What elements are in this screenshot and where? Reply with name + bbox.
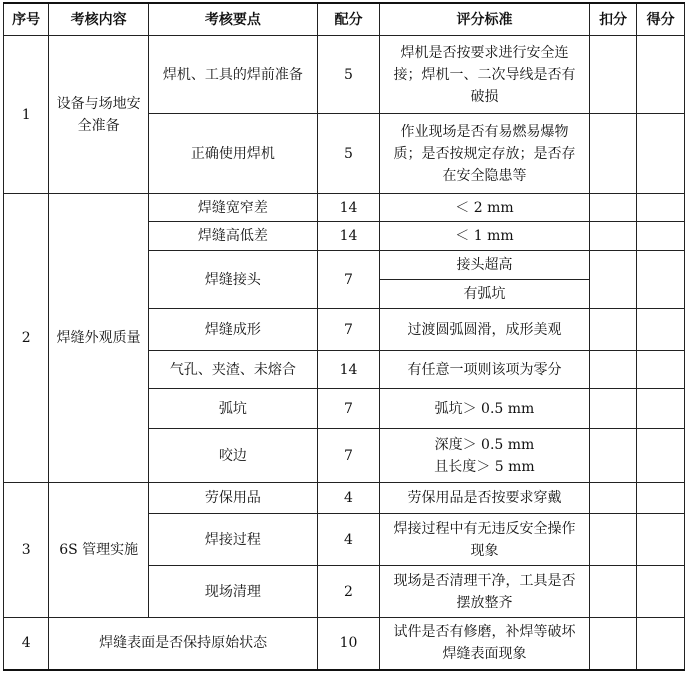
deduct-cell[interactable] <box>589 194 637 222</box>
table-row <box>4 194 685 222</box>
criteria-line: 深度＞ 0.5 mm <box>434 436 535 453</box>
header-criteria: 评分标准 <box>380 3 590 36</box>
score-cell: 10 <box>317 618 379 670</box>
score-cell: 2 <box>317 566 379 618</box>
key-point-cell: 气孔、夹渣、未熔合 <box>149 351 318 389</box>
criteria-cell: 试件是否有修磨，补焊等破坏焊缝表面现象 <box>380 618 590 670</box>
header-row <box>4 3 685 36</box>
score-cell: 5 <box>317 114 379 194</box>
get-cell[interactable] <box>637 36 685 114</box>
get-cell[interactable] <box>637 222 685 251</box>
deduct-cell[interactable] <box>589 483 637 514</box>
criteria-line: 且长度＞ 5 mm <box>434 458 535 475</box>
criteria-cell: 过渡圆弧圆滑，成形美观 <box>380 309 590 351</box>
table-header <box>4 3 685 36</box>
criteria-cell: 有任意一项则该项为零分 <box>380 351 590 389</box>
deduct-cell[interactable] <box>589 618 637 670</box>
score-cell: 14 <box>317 194 379 222</box>
get-cell[interactable] <box>637 114 685 194</box>
key-point-cell: 焊机、工具的焊前准备 <box>149 36 318 114</box>
criteria-cell: ＜ 2 mm <box>380 194 590 222</box>
deduct-cell[interactable] <box>589 351 637 389</box>
table-row <box>4 483 685 514</box>
seq-cell: 1 <box>4 36 49 194</box>
get-cell[interactable] <box>637 514 685 566</box>
score-cell: 7 <box>317 429 379 483</box>
deduct-cell[interactable] <box>589 222 637 251</box>
key-point-cell: 正确使用焊机 <box>149 114 318 194</box>
key-point-cell: 焊缝接头 <box>149 251 318 309</box>
criteria-cell: 有弧坑 <box>380 280 590 309</box>
criteria-cell: ＜ 1 mm <box>380 222 590 251</box>
table-row <box>4 618 685 670</box>
get-cell[interactable] <box>637 483 685 514</box>
score-cell: 7 <box>317 389 379 429</box>
header-key-points: 考核要点 <box>149 3 318 36</box>
header-deduct: 扣分 <box>589 3 637 36</box>
deduct-cell[interactable] <box>589 251 637 309</box>
get-cell[interactable] <box>637 309 685 351</box>
deduct-cell[interactable] <box>589 514 637 566</box>
get-cell[interactable] <box>637 389 685 429</box>
content-cell: 焊缝外观质量 <box>49 194 149 483</box>
score-cell: 4 <box>317 483 379 514</box>
criteria-cell: 作业现场是否有易燃易爆物质；是否按规定存放；是否存在安全隐患等 <box>380 114 590 194</box>
criteria-cell: 焊接过程中有无违反安全操作现象 <box>380 514 590 566</box>
score-cell: 14 <box>317 351 379 389</box>
criteria-cell <box>380 429 590 483</box>
content-cell: 设备与场地安全准备 <box>49 36 149 194</box>
criteria-cell: 现场是否清理干净，工具是否摆放整齐 <box>380 566 590 618</box>
criteria-cell: 弧坑＞ 0.5 mm <box>380 389 590 429</box>
key-point-cell: 现场清理 <box>149 566 318 618</box>
seq-cell: 2 <box>4 194 49 483</box>
deduct-cell[interactable] <box>589 429 637 483</box>
content-cell: 6S 管理实施 <box>49 483 149 618</box>
deduct-cell[interactable] <box>589 36 637 114</box>
deduct-cell[interactable] <box>589 114 637 194</box>
assessment-table <box>3 2 685 671</box>
deduct-cell[interactable] <box>589 566 637 618</box>
get-cell[interactable] <box>637 194 685 222</box>
header-seq: 序号 <box>4 3 49 36</box>
deduct-cell[interactable] <box>589 389 637 429</box>
seq-cell: 3 <box>4 483 49 618</box>
criteria-cell: 劳保用品是否按要求穿戴 <box>380 483 590 514</box>
score-cell: 14 <box>317 222 379 251</box>
key-point-cell: 劳保用品 <box>149 483 318 514</box>
key-point-cell: 弧坑 <box>149 389 318 429</box>
header-content: 考核内容 <box>49 3 149 36</box>
key-point-cell: 焊接过程 <box>149 514 318 566</box>
key-point-cell: 焊缝成形 <box>149 309 318 351</box>
key-point-cell: 咬边 <box>149 429 318 483</box>
score-cell: 4 <box>317 514 379 566</box>
header-score: 配分 <box>317 3 379 36</box>
get-cell[interactable] <box>637 429 685 483</box>
score-cell: 5 <box>317 36 379 114</box>
criteria-cell: 焊机是否按要求进行安全连接；焊机一、二次导线是否有破损 <box>380 36 590 114</box>
get-cell[interactable] <box>637 351 685 389</box>
table-row <box>4 36 685 114</box>
get-cell[interactable] <box>637 251 685 309</box>
table-body <box>4 36 685 670</box>
get-cell[interactable] <box>637 566 685 618</box>
key-point-cell: 焊缝高低差 <box>149 222 318 251</box>
criteria-cell: 接头超高 <box>380 251 590 280</box>
header-get: 得分 <box>637 3 685 36</box>
seq-cell: 4 <box>4 618 49 670</box>
get-cell[interactable] <box>637 618 685 670</box>
key-point-cell: 焊缝宽窄差 <box>149 194 318 222</box>
score-cell: 7 <box>317 309 379 351</box>
content-cell: 焊缝表面是否保持原始状态 <box>49 618 318 670</box>
score-cell: 7 <box>317 251 379 309</box>
deduct-cell[interactable] <box>589 309 637 351</box>
